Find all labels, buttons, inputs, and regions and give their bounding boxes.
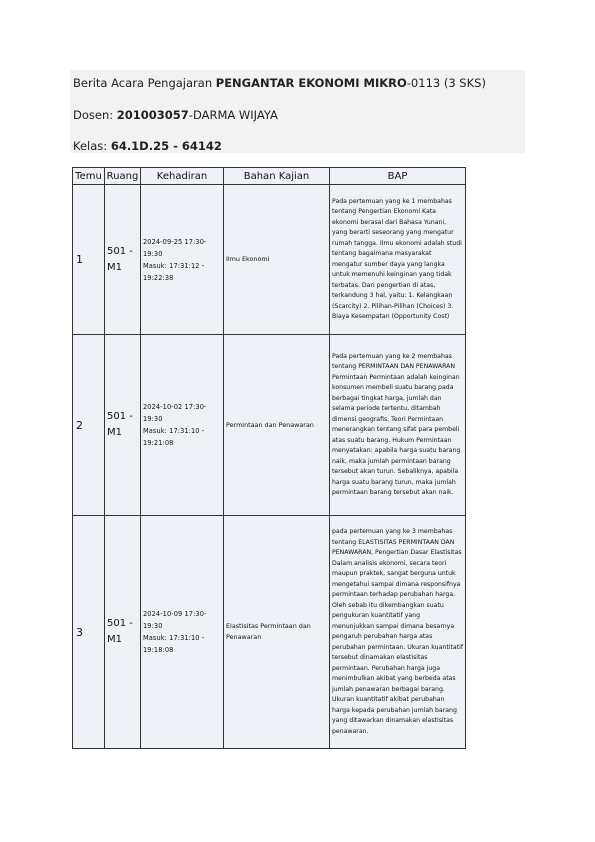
kelas-value: 64.1D.25 - 64142 xyxy=(110,139,222,153)
table-row xyxy=(73,185,466,335)
col-header-bap: BAP xyxy=(330,168,466,185)
col-header-bahan-kajian: Bahan Kajian xyxy=(224,168,330,185)
bap-cell: Pada pertemuan yang ke 2 membahas tentang PERMINTAAN DAN PENAWARAN Permintaan Permintaan adalah keinginan konsumen membeli suatu barang pada berbagai tingkat harga, jumlah dan selama periode tertentu, ditambah dimensi geografis. Teori Permintaan menerangkan tentang sifat para pembeli atas suatu barang. Hukum Permintaan menyatakan: apabila harga suatu barang naik, maka jumlah permintaan barang tersebut akan turun. Sebaliknya, apabila harga suatu barang turun, maka jumlah permintaan barang tersebut akan naik. xyxy=(330,335,466,516)
bahan-kajian-cell: Ilmu Ekonomi xyxy=(224,185,330,335)
temu-cell: 3 xyxy=(73,516,105,749)
bahan-kajian-cell: Elastisitas Permintaan dan Penawaran xyxy=(224,516,330,749)
ruang-cell: 501 - M1 xyxy=(105,516,141,749)
bahan-kajian-cell: Permintaan dan Penawaran xyxy=(224,335,330,516)
table-row xyxy=(73,335,466,516)
title-prefix: Berita Acara Pengajaran xyxy=(73,76,216,90)
course-code: -0113 (3 SKS) xyxy=(406,76,486,90)
col-header-kehadiran: Kehadiran xyxy=(141,168,224,185)
dosen-id: 201003057 xyxy=(116,108,189,122)
bap-cell: pada pertemuan yang ke 3 membahas tentang ELASTISITAS PERMINTAAN DAN PENAWARAN, Pengertian Dasar Elastisitas Dalam analisis ekonomi, secara teori maupun praktek, sangat berguna untuk mengetahui sampai dimana responsifnya permintaan terhadap perubahan harga. Oleh sebab itu dikembangkan suatu pengukuran kuantitatif yang menunjukkan sampai dimana besarnya pengaruh perubahan harga atas perubahan permintaan. Ukuran kuantitatif tersebut dinamakan elastisitas permintaan. Perubahan harga juga menimbulkan akibat yang berbeda atas jumlah penawaran berbagai barang. Ukuran kuantitatif akibat perubahan harga kepada perubahan jumlah barang yang ditawarkan dinamakan elastisitas penawaran. xyxy=(330,516,466,749)
table-header-row xyxy=(73,168,466,185)
ruang-cell: 501 - M1 xyxy=(105,185,141,335)
ruang-cell: 501 - M1 xyxy=(105,335,141,516)
attendance-time: Masuk: 17:31:12 - 19:22:38 xyxy=(143,261,205,282)
class-line xyxy=(73,139,222,153)
dosen-name: -DARMA WIJAYA xyxy=(188,108,278,122)
lecturer-line xyxy=(73,108,278,122)
kehadiran-cell xyxy=(141,185,224,335)
col-header-temu: Temu xyxy=(73,168,105,185)
bap-cell: Pada pertemuan yang ke 1 membahas tentang Pengertian Ekonomi Kata ekonomi berasal dari Bahasa Yunani, yang berarti seseorang yang mengatur rumah tangga. Ilmu ekonomi adalah studi tentang bagaimana masyarakat mengatur sumber daya yang langka untuk memenuhi keinginan yang tidak terbatas. Dari pengertian di atas, terkandung 3 hal, yaitu: 1. Kelangkaan (Scarcity) 2. Pilihan-Pilihan (Choices) 3. Biaya Kesempatan (Opportunity Cost) xyxy=(330,185,466,335)
attendance-time: Masuk: 17:31:10 - 19:18:08 xyxy=(143,634,205,654)
temu-cell: 2 xyxy=(73,335,105,516)
document-header xyxy=(70,70,525,153)
course-name: PENGANTAR EKONOMI MIKRO xyxy=(215,76,407,90)
kehadiran-cell xyxy=(141,516,224,749)
kelas-label: Kelas: xyxy=(73,139,111,153)
session-time: 2024-09-25 17:30-19:30 xyxy=(143,237,207,258)
teaching-record-table xyxy=(72,167,466,749)
dosen-label: Dosen: xyxy=(73,108,117,122)
table-row xyxy=(73,516,466,749)
session-time: 2024-10-02 17:30-19:30 xyxy=(143,403,207,423)
course-title-line xyxy=(73,76,486,90)
col-header-ruang: Ruang xyxy=(105,168,141,185)
temu-cell: 1 xyxy=(73,185,105,335)
kehadiran-cell xyxy=(141,335,224,516)
attendance-time: Masuk: 17:31:10 - 19:21:08 xyxy=(143,427,205,447)
session-time: 2024-10-09 17:30-19:30 xyxy=(143,610,207,630)
